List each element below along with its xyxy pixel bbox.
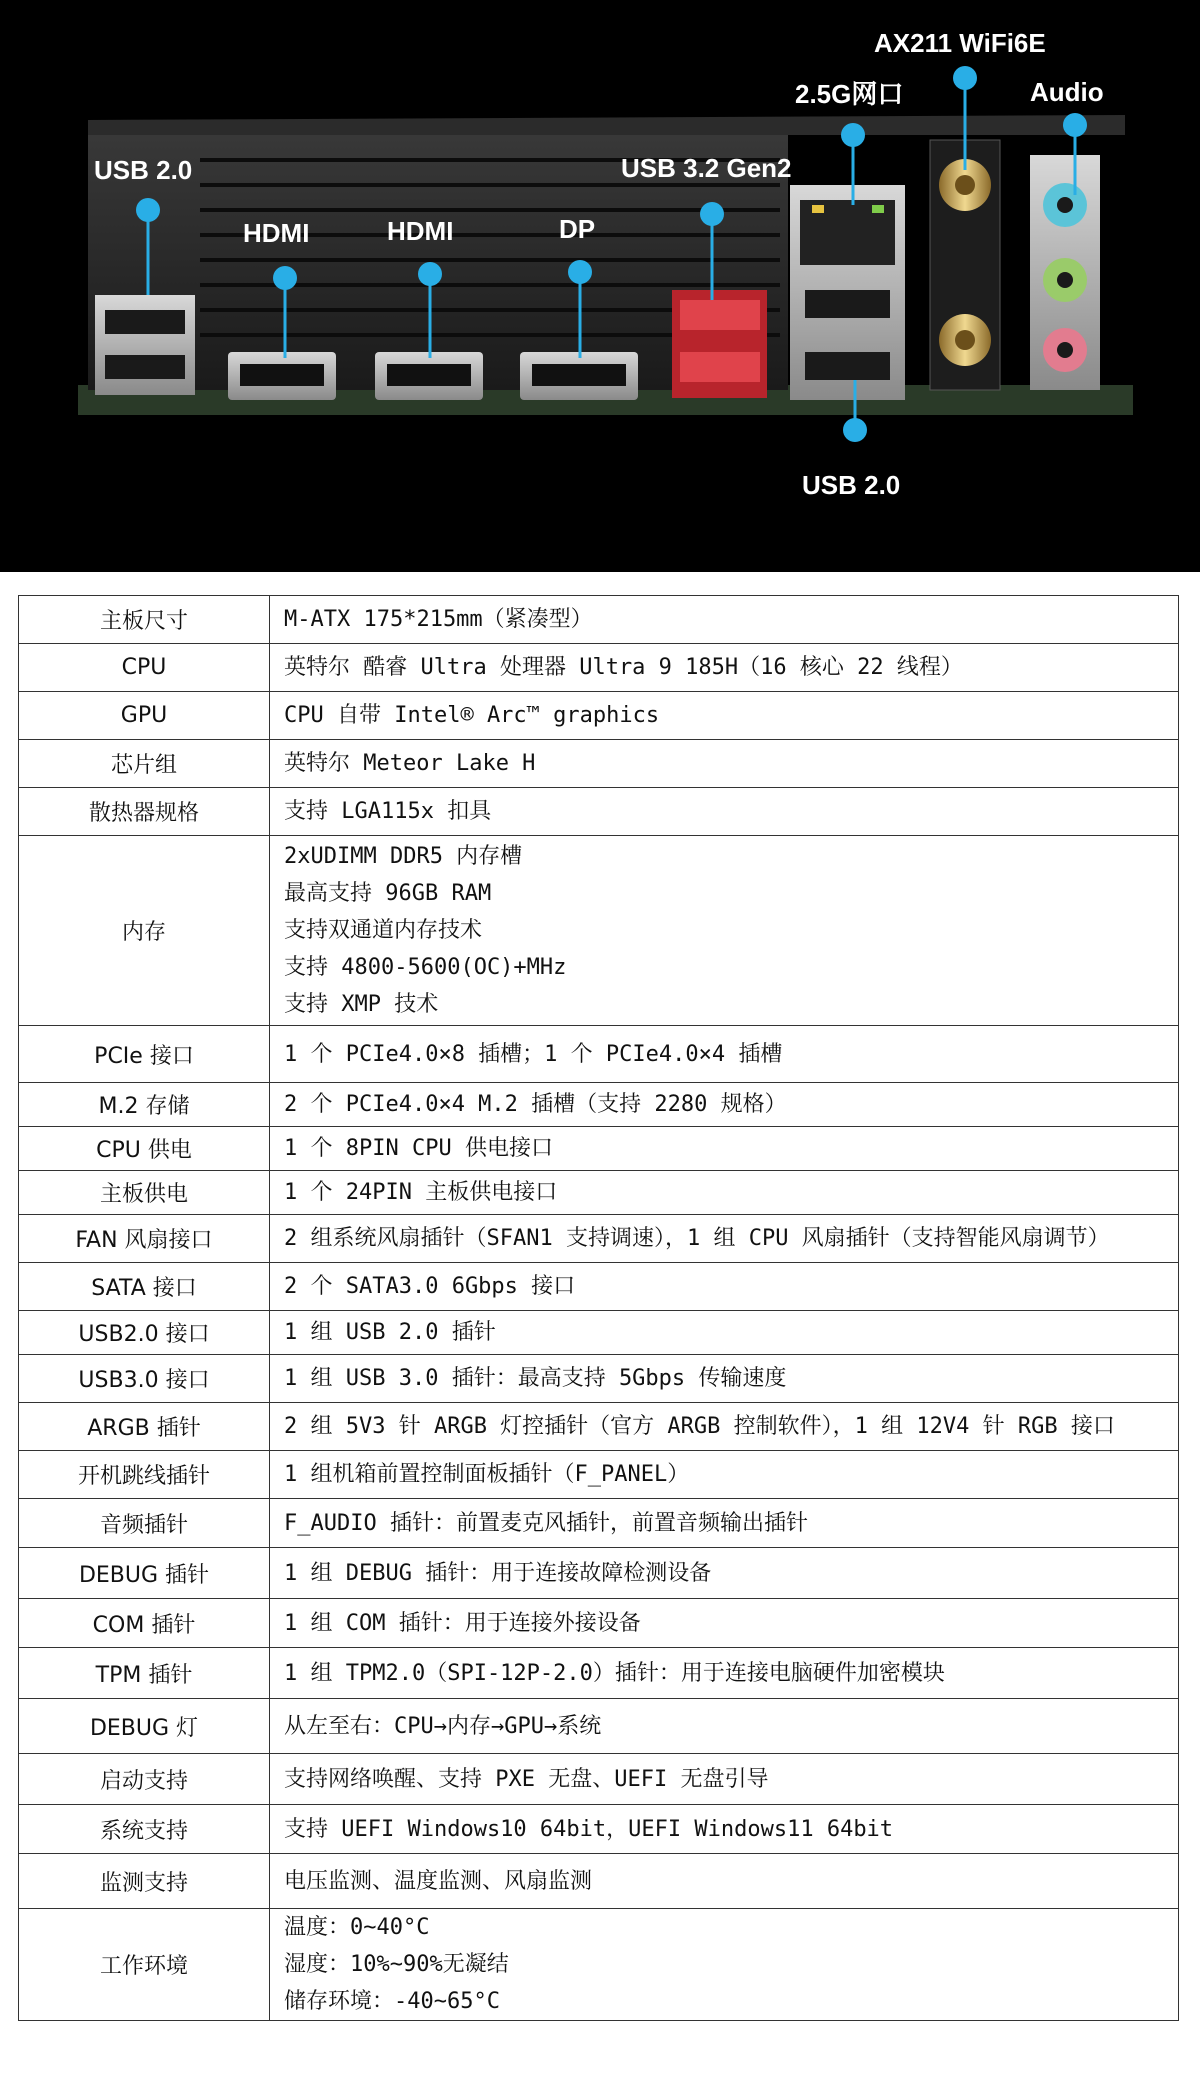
spec-value-line: 1 组 COM 插针：用于连接外接设备 (284, 1610, 641, 1636)
spec-row (19, 1699, 1179, 1754)
spec-row (19, 644, 1179, 692)
spec-row (19, 1599, 1179, 1648)
spec-value-line: 2xUDIMM DDR5 内存槽 (284, 844, 523, 869)
spec-row (19, 1403, 1179, 1451)
spec-value-line: F_AUDIO 插针：前置麦克风插针，前置音频输出插针 (284, 1510, 808, 1536)
spec-value-line: 英特尔 Meteor Lake H (284, 751, 536, 776)
spec-row (19, 836, 1179, 1026)
spec-value (270, 1699, 1179, 1754)
callout-usb20-left: USB 2.0 (94, 155, 193, 185)
spec-value-line: 支持双通道内存技术 (284, 918, 483, 943)
spec-value (270, 1648, 1179, 1699)
spec-row (19, 1355, 1179, 1403)
spec-value-line: 2 组系统风扇插针（SFAN1 支持调速），1 组 CPU 风扇插针（支持智能风扇调节） (284, 1226, 1110, 1251)
spec-value (270, 1263, 1179, 1311)
spec-label: 开机跳线插针 (19, 1451, 270, 1499)
spec-row (19, 1263, 1179, 1311)
spec-row (19, 1548, 1179, 1599)
spec-row (19, 788, 1179, 836)
spec-label: TPM 插针 (19, 1648, 270, 1699)
spec-value (270, 1355, 1179, 1403)
callout-wifi: AX211 WiFi6E (874, 28, 1046, 58)
hdmi-port-2 (375, 352, 483, 400)
callout-dp: DP (559, 214, 596, 244)
spec-value-line: 2 个 SATA3.0 6Gbps 接口 (284, 1274, 576, 1299)
spec-row (19, 1451, 1179, 1499)
spec-value (270, 1451, 1179, 1499)
spec-value (270, 1854, 1179, 1909)
hdmi-port-1 (228, 352, 336, 400)
spec-row (19, 692, 1179, 740)
spec-row (19, 1311, 1179, 1355)
callout-usb32: USB 3.2 Gen2 (621, 153, 792, 183)
spec-value (270, 1909, 1179, 2021)
spec-row (19, 1805, 1179, 1854)
usb32-port (672, 290, 767, 398)
spec-value-line: 1 组 DEBUG 插针：用于连接故障检测设备 (284, 1560, 712, 1586)
spec-row (19, 1171, 1179, 1215)
audio-jacks (1030, 155, 1100, 390)
spec-value-line: 1 个 PCIe4.0×8 插槽；1 个 PCIe4.0×4 插槽 (284, 1041, 783, 1067)
spec-value-line: 1 组机箱前置控制面板插针（F_PANEL） (284, 1462, 690, 1487)
spec-table-body (19, 596, 1179, 2021)
spec-value (270, 1171, 1179, 1215)
spec-value-line: 1 个 24PIN 主板供电接口 (284, 1180, 558, 1205)
io-panel-image (0, 0, 1200, 572)
spec-value-line: 支持 UEFI Windows10 64bit，UEFI Windows11 64bit (284, 1816, 894, 1842)
spec-value (270, 1083, 1179, 1127)
spec-value-line: 2 组 5V3 针 ARGB 灯控插针（官方 ARGB 控制软件），1 组 12V4 针 RGB 接口 (284, 1414, 1115, 1439)
spec-value-line: 支持 4800-5600(OC)+MHz (284, 955, 567, 980)
callout-hdmi-1: HDMI (243, 218, 310, 248)
lan-usb-stack (790, 185, 905, 400)
spec-label: 音频插针 (19, 1499, 270, 1548)
spec-value (270, 1127, 1179, 1171)
spec-row (19, 740, 1179, 788)
spec-value (270, 1215, 1179, 1263)
spec-value-line: 从左至右：CPU→内存→GPU→系统 (284, 1713, 602, 1739)
spec-value-line: 1 组 USB 2.0 插针 (284, 1320, 496, 1345)
spec-value (270, 1403, 1179, 1451)
spec-row (19, 1127, 1179, 1171)
spec-row (19, 1026, 1179, 1083)
spec-value-line: 英特尔 酷睿 Ultra 处理器 Ultra 9 185H（16 核心 22 线程） (284, 655, 963, 680)
spec-label: SATA 接口 (19, 1263, 270, 1311)
spec-label: CPU 供电 (19, 1127, 270, 1171)
io-panel-illustration (0, 0, 1200, 572)
spec-label: M.2 存储 (19, 1083, 270, 1127)
spec-value-line: 储存环境：-40~65°C (284, 1989, 500, 2014)
spec-table (18, 595, 1179, 2021)
spec-value-line: 湿度：10%~90%无凝结 (284, 1952, 509, 1977)
spec-label: 系统支持 (19, 1805, 270, 1854)
spec-value-line: 支持 LGA115x 扣具 (284, 799, 492, 824)
spec-value (270, 644, 1179, 692)
spec-value (270, 1805, 1179, 1854)
spec-value (270, 1499, 1179, 1548)
spec-label: 内存 (19, 836, 270, 1026)
spec-value (270, 1311, 1179, 1355)
spec-label: 芯片组 (19, 740, 270, 788)
spec-value-line: 电压监测、温度监测、风扇监测 (284, 1868, 593, 1894)
spec-label: DEBUG 插针 (19, 1548, 270, 1599)
spec-value-line: 支持 XMP 技术 (284, 992, 439, 1017)
spec-value (270, 1026, 1179, 1083)
spec-value-line: M-ATX 175*215mm（紧凑型） (284, 607, 593, 632)
spec-row (19, 1648, 1179, 1699)
callout-audio: Audio (1030, 77, 1104, 107)
spec-label: 工作环境 (19, 1909, 270, 2021)
callout-lan: 2.5G网口 (795, 79, 904, 109)
spec-label: 散热器规格 (19, 788, 270, 836)
spec-label: GPU (19, 692, 270, 740)
spec-label: PCIe 接口 (19, 1026, 270, 1083)
spec-label: 监测支持 (19, 1854, 270, 1909)
spec-value (270, 1599, 1179, 1648)
spec-value (270, 836, 1179, 1026)
spec-value (270, 740, 1179, 788)
wifi-antenna-connectors (930, 140, 1000, 390)
spec-value-line: 1 组 TPM2.0（SPI-12P-2.0）插针：用于连接电脑硬件加密模块 (284, 1660, 945, 1686)
spec-value (270, 1754, 1179, 1805)
spec-row (19, 1754, 1179, 1805)
spec-row (19, 1854, 1179, 1909)
spec-label: 主板尺寸 (19, 596, 270, 644)
spec-label: USB2.0 接口 (19, 1311, 270, 1355)
spec-value (270, 692, 1179, 740)
spec-label: ARGB 插针 (19, 1403, 270, 1451)
spec-value-line: 2 个 PCIe4.0×4 M.2 插槽（支持 2280 规格） (284, 1092, 787, 1117)
spec-row (19, 1083, 1179, 1127)
spec-label: CPU (19, 644, 270, 692)
spec-value-line: 最高支持 96GB RAM (284, 881, 492, 906)
spec-value-line: 支持网络唤醒、支持 PXE 无盘、UEFI 无盘引导 (284, 1766, 769, 1792)
spec-label: DEBUG 灯 (19, 1699, 270, 1754)
usb2-left-port (95, 295, 195, 395)
spec-value (270, 788, 1179, 836)
spec-value-line: 温度：0~40°C (284, 1915, 430, 1940)
spec-value (270, 1548, 1179, 1599)
spec-label: FAN 风扇接口 (19, 1215, 270, 1263)
spec-value-line: 1 组 USB 3.0 插针：最高支持 5Gbps 传输速度 (284, 1366, 787, 1391)
spec-value-line: CPU 自带 Intel® Arc™ graphics (284, 703, 660, 728)
spec-row (19, 1215, 1179, 1263)
dp-port (520, 352, 638, 400)
spec-label: USB3.0 接口 (19, 1355, 270, 1403)
spec-label: 主板供电 (19, 1171, 270, 1215)
spec-row (19, 1909, 1179, 2021)
spec-row (19, 1499, 1179, 1548)
spec-label: 启动支持 (19, 1754, 270, 1805)
callout-usb20-bottom: USB 2.0 (802, 470, 901, 500)
spec-value-line: 1 个 8PIN CPU 供电接口 (284, 1136, 553, 1161)
spec-value (270, 596, 1179, 644)
spec-label: COM 插针 (19, 1599, 270, 1648)
spec-row (19, 596, 1179, 644)
callout-hdmi-2: HDMI (387, 216, 454, 246)
